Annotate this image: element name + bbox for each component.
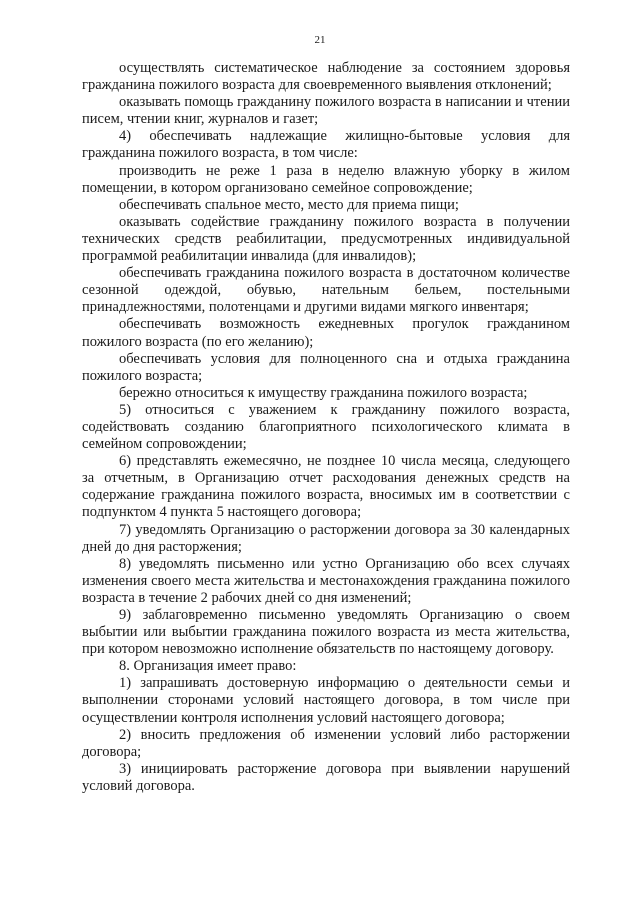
paragraph: обеспечивать спальное место, место для приема пищи;: [119, 196, 459, 213]
paragraph: 6) представлять ежемесячно, не позднее 10 числа месяца, следующего за отчетным, в Организацию отчет расходования денежных средств на содержание гражданина пожилого возраста, вносимых им в соответствии с подпунктом 4 пункта 5 настоящего договора;: [82, 453, 570, 521]
paragraph: 1) запрашивать достоверную информацию о деятельности семьи и выполнении сторонами условий настоящего договора, в том числе при осуществлении контроля исполнения условий настоящего договора;: [82, 675, 570, 726]
paragraph: 8) уведомлять письменно или устно Организацию обо всех случаях изменения своего места жительства и местонахождения гражданина пожилого возраста в течение 2 рабочих дней со дня изменений;: [82, 555, 570, 606]
paragraph: оказывать помощь гражданину пожилого возраста в написании и чтении писем, чтении книг, журналов и газет;: [82, 94, 570, 128]
page-number: 21: [314, 34, 326, 46]
paragraph: 7) уведомлять Организацию о расторжении договора за 30 календарных дней до дня расторжения;: [82, 521, 570, 555]
paragraph: обеспечивать гражданина пожилого возраста в достаточном количестве сезонной одеждой, обувью, нательным бельем, постельными принадлежностями, полотенцами и другими видами мягкого инвентаря;: [82, 265, 570, 316]
paragraph: 2) вносить предложения об изменении условий либо расторжении договора;: [82, 726, 570, 760]
paragraph: оказывать содействие гражданину пожилого возраста в получении технических средств реабилитации, предусмотренных индивидуальной программой реабилитации инвалида (для инвалидов);: [82, 213, 570, 265]
paragraph: 9) заблаговременно письменно уведомлять Организацию о своем выбытии или выбытии гражданина пожилого возраста из места жительства, при котором невозможно исполнение обязательств по настоящему договору.: [82, 607, 570, 658]
paragraph: обеспечивать возможность ежедневных прогулок гражданином пожилого возраста (по его желанию);: [82, 316, 570, 350]
paragraph: 3) инициировать расторжение договора при выявлении нарушений условий договора.: [82, 760, 570, 794]
paragraph: 8. Организация имеет право:: [119, 658, 297, 675]
paragraph: 5) относиться с уважением к гражданину пожилого возраста, содействовать созданию благоприятного психологического климата в семейном сопровождении;: [82, 401, 570, 453]
paragraph: обеспечивать условия для полноценного сна и отдыха гражданина пожилого возраста;: [82, 350, 570, 384]
paragraph: производить не реже 1 раза в неделю влажную уборку в жилом помещении, в котором организовано семейное сопровождение;: [82, 162, 570, 196]
paragraph: бережно относиться к имуществу гражданина пожилого возраста;: [119, 384, 528, 401]
paragraph: 4) обеспечивать надлежащие жилищно-бытовые условия для гражданина пожилого возраста, в том числе:: [82, 128, 570, 162]
document-body: [82, 60, 570, 795]
paragraph: осуществлять систематическое наблюдение за состоянием здоровья гражданина пожилого возраста для своевременного выявления отклонений;: [82, 60, 570, 94]
